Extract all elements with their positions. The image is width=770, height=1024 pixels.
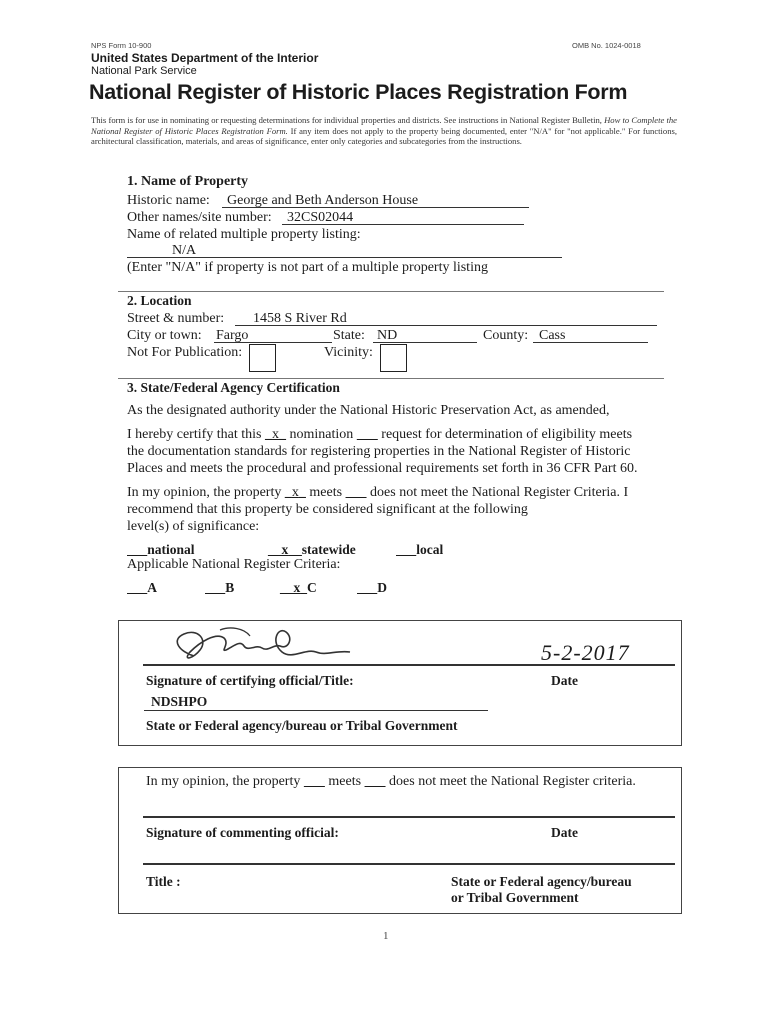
nomination-mark[interactable]: _x_ [265,427,287,442]
level-local-label: local [416,542,444,557]
criteria-a-label: A [147,580,157,595]
street-field[interactable]: 1458 S River Rd [253,311,347,326]
commenting-title-label: Title : [146,874,181,889]
criteria-b[interactable] [205,580,234,596]
not-for-publication-checkbox[interactable] [249,344,276,372]
opinion-line-2: recommend that this property be considered significant at the following [127,502,528,517]
certifying-date-label: Date [551,673,578,688]
authority-text: As the designated authority under the National Historic Preservation Act, as amended, [127,403,610,418]
level-statewide[interactable]: __x__statewide [268,542,356,557]
comment-does-not-meet-mark[interactable] [365,774,386,789]
intro-text-1: This form is for use in nominating or requesting determinations for individual properties and districts. See instructions in National Register Bulletin, [91,115,605,125]
criteria-c-label: C [307,580,317,595]
opinion-text-c: does not meet the National Register Criteria. I [366,485,629,500]
related-listing-field[interactable]: N/A [172,243,197,258]
section1-heading: 1. Name of Property [127,174,249,189]
other-names-field[interactable]: 32CS02044 [287,210,354,225]
criteria-label: Applicable National Register Criteria: [127,557,341,572]
page-number: 1 [383,930,389,942]
form-title: National Register of Historic Places Registration Form [89,80,628,104]
historic-name-field[interactable]: George and Beth Anderson House [227,193,419,208]
signature-date: 5-2-2017 [541,640,630,665]
not-for-publication-label: Not For Publication: [127,345,243,360]
form-number: NPS Form 10-900 [91,41,152,50]
meets-x: x [291,485,299,500]
criteria-c-x: x [293,580,301,595]
comment-opinion-b: meets [324,774,365,789]
level-local[interactable] [396,542,443,558]
statewide-x: x [281,542,289,557]
opinion-text-a: In my opinion, the property [127,485,285,500]
vicinity-checkbox[interactable] [380,344,407,372]
certify-line-3: Places and meets the procedural and professional requirements set forth in 36 CFR Part 60. [127,461,638,476]
criteria-d-label: D [377,580,387,595]
enter-na-note: (Enter "N/A" if property is not part of a multiple property listing [127,260,488,275]
certify-line-1 [127,427,632,443]
certify-text-a: I hereby certify that this [127,427,266,442]
criteria-b-label: B [225,580,235,595]
city-field[interactable]: Fargo [216,328,249,343]
department-name: United States Department of the Interior [91,51,319,65]
state-field[interactable]: ND [377,328,398,343]
historic-name-label: Historic name: [127,193,210,208]
does-not-meet-mark[interactable] [346,485,367,500]
criteria-d[interactable] [357,580,387,596]
nomination-x: x [272,427,280,442]
omb-number: OMB No. 1024-0018 [572,41,641,50]
level-national[interactable] [127,542,195,558]
comment-opinion-line [146,774,636,790]
comment-meets-mark[interactable] [304,774,325,789]
certifying-signature-label: Signature of certifying official/Title: [146,673,354,688]
intro-bulletin-title: How to Complete the National Register of Historic Places Registration Form. [91,115,677,136]
opinion-line-1 [127,485,628,501]
commenting-signature-label: Signature of commenting official: [146,825,339,840]
request-mark[interactable] [357,427,378,442]
county-label: County: [483,328,529,343]
intro-paragraph [91,115,677,147]
comment-opinion-a: In my opinion, the property [146,774,304,789]
comment-opinion-c: does not meet the National Register criteria. [385,774,636,789]
commenting-date-label: Date [551,825,578,840]
section2-heading: 2. Location [127,293,192,308]
level-statewide-label: statewide [301,542,356,557]
vicinity-label: Vicinity: [324,345,373,360]
criteria-c[interactable]: __x_C [280,580,317,595]
related-listing-label: Name of related multiple property listing: [127,227,361,242]
level-national-label: national [147,542,195,557]
meets-mark[interactable]: _x_ [284,485,306,500]
criteria-a[interactable] [127,580,157,596]
commenting-agency-label-1: State or Federal agency/bureau [451,874,632,889]
street-label: Street & number: [127,311,225,326]
county-field[interactable]: Cass [539,328,566,343]
opinion-line-3: level(s) of significance: [127,519,260,534]
certify-line-2: the documentation standards for registering properties in the National Register of Historic [127,444,631,459]
agency-name: National Park Service [91,65,197,77]
city-label: City or town: [127,328,202,343]
opinion-text-b: meets [305,485,346,500]
intro-text-2: If any item does not apply to the property being documented, enter "N/A" for "not applicable." For functions, architectural classification, materials, and areas of significance, enter only categories and subcategories from the instructions. [91,125,678,147]
commenting-agency-label-2: or Tribal Government [451,890,579,905]
certify-text-b: nomination [286,427,357,442]
section3-heading: 3. State/Federal Agency Certification [127,380,340,395]
agency-label: State or Federal agency/bureau or Tribal Government [146,718,458,733]
other-names-label: Other names/site number: [127,210,272,225]
certify-text-c: request for determination of eligibility meets [377,427,633,442]
agency-field[interactable]: NDSHPO [151,694,208,709]
state-label: State: [333,328,365,343]
